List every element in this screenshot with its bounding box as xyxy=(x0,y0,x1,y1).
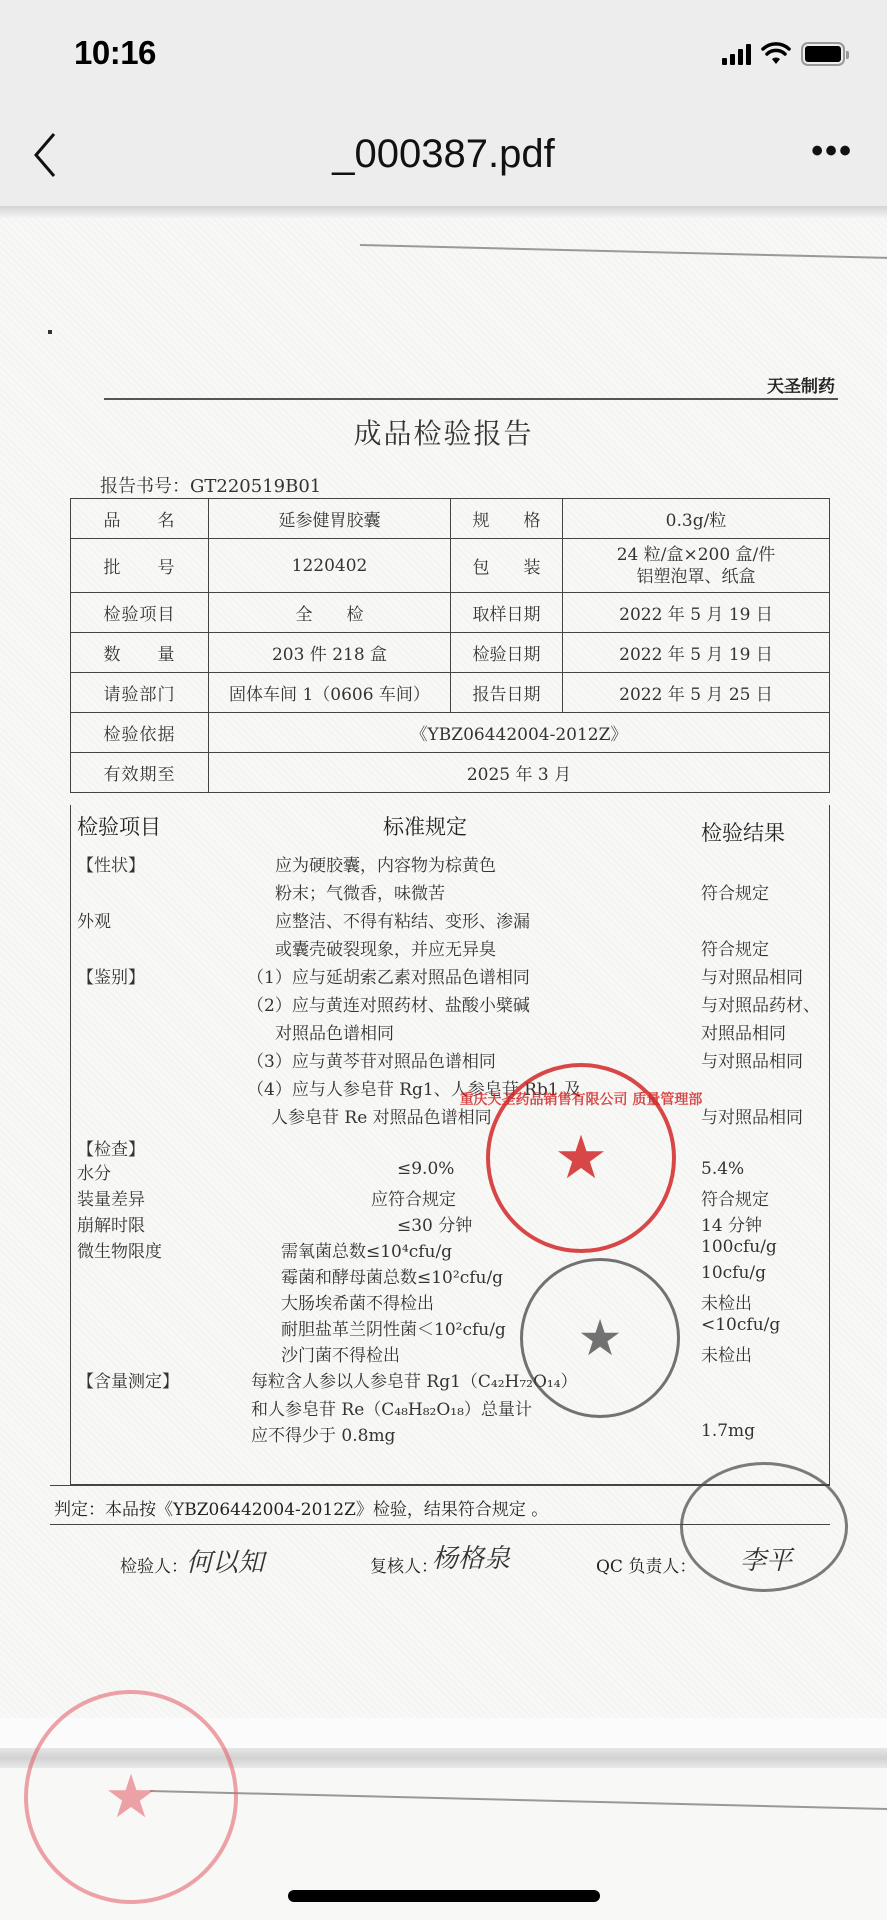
gray-qa-stamp xyxy=(520,1258,680,1418)
inspector-signature: 何以知 xyxy=(186,1548,265,1578)
packaging-label: 包 装 xyxy=(451,539,563,593)
result-row-standard: 粉末；气微香，味微苦 xyxy=(275,884,445,904)
gray-qc-stamp xyxy=(680,1462,848,1592)
result-row-result: 10cfu/g xyxy=(701,1263,767,1283)
report-title: 成品检验报告 xyxy=(353,417,534,450)
inspector-label: 检验人： xyxy=(120,1557,188,1577)
result-row-standard: ≤9.0% xyxy=(397,1159,455,1179)
document-title: _000387.pdf xyxy=(332,132,555,176)
quantity-label: 数 量 xyxy=(71,633,209,673)
sampling-date-label: 取样日期 xyxy=(451,593,563,633)
battery-icon xyxy=(801,42,845,66)
col-header-result: 检验结果 xyxy=(701,821,785,845)
test-date-value: 2022 年 5 月 19 日 xyxy=(563,633,830,673)
result-row-result: 符合规定 xyxy=(701,884,769,904)
result-row-result: 符合规定 xyxy=(701,940,769,960)
result-row-standard: （4）应与人参皂苷 Rg1、人参皂苷 Rb1 及 xyxy=(247,1080,582,1100)
test-date-label: 检验日期 xyxy=(451,633,563,673)
result-row-result: 未检出 xyxy=(701,1346,752,1366)
status-time: 10:16 xyxy=(74,34,156,71)
expiry-value: 2025 年 3 月 xyxy=(209,753,830,793)
result-row-item: 外观 xyxy=(77,912,111,932)
spec-label: 规 格 xyxy=(451,499,563,539)
result-row-standard: （3）应与黄芩苷对照品色谱相同 xyxy=(247,1052,496,1072)
packaging-value xyxy=(563,539,830,593)
red-company-stamp xyxy=(459,1063,703,1253)
batch-label: 批 号 xyxy=(71,539,209,593)
dept-value: 固体车间 1（0606 车间） xyxy=(209,673,451,713)
table-row xyxy=(71,593,830,633)
home-indicator[interactable] xyxy=(288,1890,600,1902)
test-item-value: 全 检 xyxy=(209,593,451,633)
pdf-page-1 xyxy=(0,218,887,1718)
result-row-result: 5.4% xyxy=(701,1159,745,1179)
result-row-result: 14 分钟 xyxy=(701,1216,763,1236)
result-row-standard: 耐胆盐革兰阴性菌＜10²cfu/g xyxy=(281,1320,506,1340)
table-row xyxy=(71,673,830,713)
result-row-item: 微生物限度 xyxy=(77,1242,162,1262)
product-name-value: 延参健胃胶囊 xyxy=(209,499,451,539)
expiry-label: 有效期至 xyxy=(71,753,209,793)
star-icon: ★ xyxy=(554,1123,608,1193)
report-number xyxy=(100,472,321,498)
scan-edge-line xyxy=(360,244,887,259)
pdf-viewport[interactable] xyxy=(0,218,887,1920)
result-row-standard: 需氧菌总数≤10⁴cfu/g xyxy=(281,1242,453,1262)
product-info-table xyxy=(70,498,830,793)
result-row-standard: ≤30 分钟 xyxy=(397,1216,473,1236)
result-row-item: 装量差异 xyxy=(77,1190,145,1210)
result-row-standard: 应不得少于 0.8mg xyxy=(251,1426,396,1446)
result-row-result: 与对照品药材、 xyxy=(701,996,820,1016)
header-rule xyxy=(104,398,838,400)
reviewer-label: 复核人： xyxy=(370,1557,438,1577)
result-row-result: 100cfu/g xyxy=(701,1237,777,1257)
status-bar xyxy=(0,0,887,110)
product-name-label: 品 名 xyxy=(71,499,209,539)
report-date-value: 2022 年 5 月 25 日 xyxy=(563,673,830,713)
result-row-standard: 应为硬胶囊，内容物为棕黄色 xyxy=(275,856,496,876)
result-row-standard: 沙门菌不得检出 xyxy=(281,1346,400,1366)
result-row-standard: 或囊壳破裂现象，并应无异臭 xyxy=(275,940,496,960)
result-row-result: <10cfu/g xyxy=(701,1315,781,1335)
report-date-label: 报告日期 xyxy=(451,673,563,713)
result-row-result: 与对照品相同 xyxy=(701,968,803,988)
table-row xyxy=(71,539,830,593)
table-row xyxy=(71,713,830,753)
cellular-signal-icon xyxy=(722,43,751,65)
stamp-text: 重庆天圣药品销售有限公司 质量管理部 xyxy=(459,1092,703,1108)
qc-label: QC 负责人： xyxy=(596,1557,697,1577)
result-row-result: 与对照品相同 xyxy=(701,1108,803,1128)
brand-logo-text: 天圣制药 xyxy=(767,377,835,397)
col-header-standard: 标准规定 xyxy=(383,815,467,839)
scan-edge-line xyxy=(150,1790,887,1811)
result-row-item: 【检查】 xyxy=(77,1140,145,1160)
result-row-standard: 霉菌和酵母菌总数≤10²cfu/g xyxy=(281,1268,504,1288)
star-icon: ★ xyxy=(104,1763,158,1830)
result-row-standard: 对照品色谱相同 xyxy=(275,1024,394,1044)
result-row-result: 符合规定 xyxy=(701,1190,769,1210)
result-row-item: 崩解时限 xyxy=(77,1216,145,1236)
spec-value: 0.3g/粒 xyxy=(563,499,830,539)
result-row-result: 与对照品相同 xyxy=(701,1052,803,1072)
result-row-standard: （1）应与延胡索乙素对照品色谱相同 xyxy=(247,968,530,988)
basis-value: 《YBZ06442004-2012Z》 xyxy=(209,713,830,753)
result-row-result: 对照品相同 xyxy=(701,1024,786,1044)
packaging-line-2: 铝塑泡罩、纸盒 xyxy=(636,566,756,587)
sampling-date-value: 2022 年 5 月 19 日 xyxy=(563,593,830,633)
nav-bar xyxy=(0,110,887,208)
dept-label: 请验部门 xyxy=(71,673,209,713)
qc-signature: 李平 xyxy=(740,1546,793,1576)
status-icons xyxy=(722,42,845,66)
result-row-standard: 人参皂苷 Re 对照品色谱相同 xyxy=(271,1108,492,1128)
result-row-standard: 应符合规定 xyxy=(371,1190,456,1210)
pink-qa-stamp xyxy=(24,1690,238,1904)
result-row-standard: 和人参皂苷 Re（C₄₈H₈₂O₁₈）总量计 xyxy=(251,1400,532,1420)
nav-divider xyxy=(0,206,887,218)
quantity-value: 203 件 218 盒 xyxy=(209,633,451,673)
results-section xyxy=(70,805,830,1485)
result-row-standard: 大肠埃希菌不得检出 xyxy=(281,1294,434,1314)
scan-speck xyxy=(48,330,52,334)
basis-label: 检验依据 xyxy=(71,713,209,753)
result-row-standard: 每粒含人参以人参皂苷 Rg1（C₄₂H₇₂O₁₄） xyxy=(251,1372,578,1392)
ellipsis-icon: ••• xyxy=(811,132,853,170)
batch-value: 1220402 xyxy=(209,539,451,593)
result-row-standard: （2）应与黄连对照药材、盐酸小檗碱 xyxy=(247,996,530,1016)
wifi-icon xyxy=(761,42,791,66)
verdict-text: 判定：本品按《YBZ06442004-2012Z》检验，结果符合规定 。 xyxy=(54,1500,549,1520)
result-row-item: 水分 xyxy=(77,1164,111,1184)
more-options-button[interactable] xyxy=(811,132,853,171)
report-number-value: GT220519B01 xyxy=(190,476,322,497)
result-row-result: 1.7mg xyxy=(701,1421,756,1441)
table-row xyxy=(71,633,830,673)
table-row xyxy=(71,499,830,539)
reviewer-signature: 杨格泉 xyxy=(432,1544,511,1574)
result-row-result: 未检出 xyxy=(701,1294,752,1314)
packaging-line-1: 24 粒/盒×200 盒/件 xyxy=(616,544,776,565)
table-row xyxy=(71,753,830,793)
result-row-item: 【含量测定】 xyxy=(77,1372,179,1392)
result-row-standard: 应整洁、不得有粘结、变形、渗漏 xyxy=(275,912,530,932)
test-item-label: 检验项目 xyxy=(71,593,209,633)
report-number-label: 报告书号： xyxy=(100,476,190,497)
star-icon: ★ xyxy=(577,1309,623,1367)
col-header-item: 检验项目 xyxy=(77,815,161,839)
result-row-item: 【鉴别】 xyxy=(77,968,145,988)
result-row-item: 【性状】 xyxy=(77,856,145,876)
